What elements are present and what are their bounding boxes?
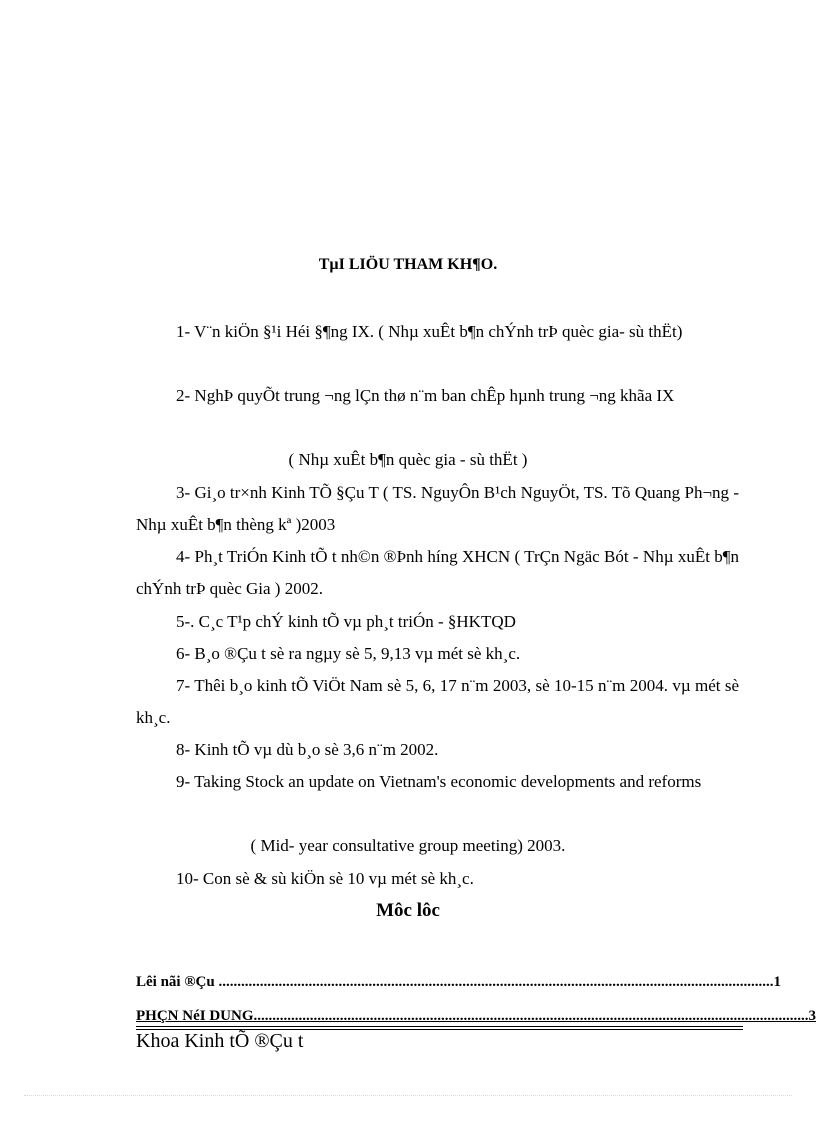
reference-subline: ( Nhµ xuÊt b¶n quèc gia - sù thËt ) [288, 450, 528, 469]
reference-item: 5-. C¸c T¹p chÝ kinh tÕ vµ ph¸t triÓn - §HKTQD [176, 612, 516, 631]
toc-entry-intro[interactable] [136, 974, 781, 991]
toc-title: Môc lôc [376, 900, 440, 921]
reference-item: 3- Gi¸o tr×nh Kinh TÕ §Çu T ( TS. NguyÔn B¹ch NguyÖt, TS. Tõ Quang Ph¬ng - Nhµ xuÊt b¶n thèng kª )2003 [136, 483, 739, 534]
reference-item: 9- Taking Stock an update on Vietnam's economic developments and reforms [176, 772, 702, 791]
reference-item: 8- Kinh tÕ vµ dù b¸o sè 3,6 n¨m 2002. [176, 740, 439, 759]
footer-rule [136, 1026, 743, 1027]
page-bottom-edge [24, 1095, 792, 1096]
reference-item: 2- NghÞ quyÕt trung ¬ng lÇn thø n¨m ban chÊp hµnh trung ¬ng khãa IX [176, 386, 675, 405]
reference-item: 4- Ph¸t TriÓn Kinh tÕ t nh©n ®Þnh híng XHCN ( TrÇn Ngäc Bót - Nhµ xuÊt b¶n chÝnh trÞ quèc Gia ) 2002. [136, 547, 739, 598]
page-footer: Khoa Kinh tÕ ®Çu t [136, 1030, 304, 1052]
toc-entry-label: PHÇN NéI DUNG [136, 1008, 254, 1024]
toc-entry-content[interactable] [136, 1008, 816, 1025]
toc-entry-page: 3 [808, 1008, 816, 1024]
reference-item: 10- Con sè & sù kiÖn sè 10 vµ mét sè kh¸c. [176, 869, 474, 888]
toc-leader-dots: .................................................................................................................................................... [253, 1008, 809, 1024]
toc-entry-label: Lêi nãi ®Çu [136, 974, 215, 990]
toc-leader-dots: .................................................................................................................................................... [214, 974, 774, 990]
toc-entry-page: 1 [773, 974, 781, 990]
reference-item: 7- Thêi b¸o kinh tÕ ViÖt Nam sè 5, 6, 17 n¨m 2003, sè 10-15 n¨m 2004. vµ mét sè kh¸c. [136, 676, 739, 727]
references-title: TµI LIÖU THAM KH¶O. [318, 256, 498, 273]
reference-item: 6- B¸o ®Çu t sè ra ngµy sè 5, 9,13 vµ mét sè kh¸c. [176, 644, 521, 663]
reference-subline: ( Mid- year consultative group meeting) 2003. [250, 836, 566, 855]
reference-item: 1- V¨n kiÖn §¹i Héi §¶ng IX. ( Nhµ xuÊt b¶n chÝnh trÞ quèc gia- sù thËt) [176, 322, 683, 341]
